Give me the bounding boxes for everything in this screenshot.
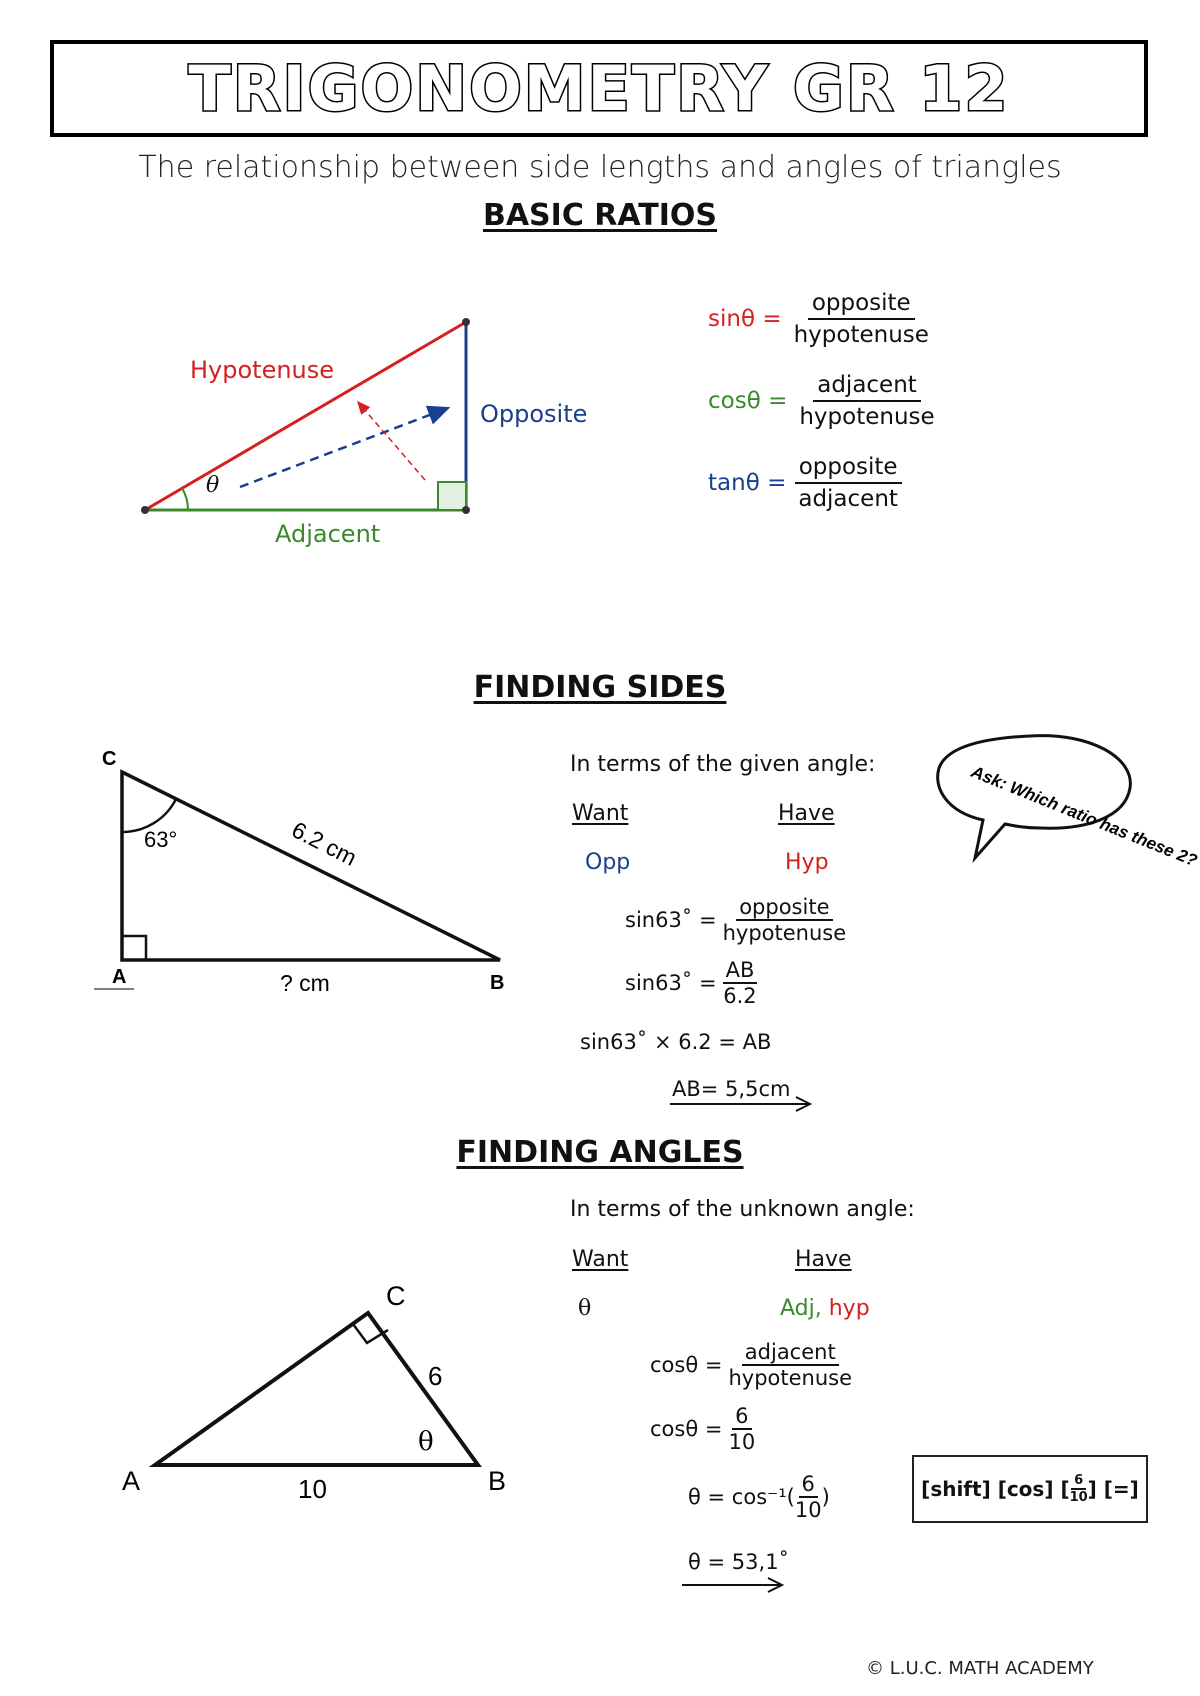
hypotenuse-label: Hypotenuse — [190, 356, 335, 384]
angles-have-value — [780, 1296, 870, 1321]
tan-ratio — [708, 454, 902, 512]
vertex-dot — [462, 318, 470, 326]
sides-want-label: Want — [572, 801, 629, 826]
angles-answer: θ = 53,1˚ — [688, 1550, 790, 1574]
angles-step-2-label: cosθ = — [650, 1417, 723, 1441]
right-angle-marker — [353, 1324, 388, 1343]
key-frac-num: 6 — [1071, 1473, 1086, 1490]
angles-step-2 — [650, 1404, 755, 1454]
vertex-b-label: B — [490, 972, 505, 994]
angles-have-hyp: hyp — [828, 1296, 870, 1321]
key-cos: [cos] — [997, 1477, 1054, 1501]
key-frac-close: ] — [1087, 1477, 1097, 1501]
key-frac-open: [ — [1060, 1477, 1070, 1501]
subtitle: The relationship between side lengths and angles of triangles — [138, 150, 1062, 185]
key-frac-den: 10 — [1069, 1490, 1088, 1505]
angle-label: 63° — [144, 827, 178, 852]
angles-step-2-num: 6 — [732, 1404, 751, 1430]
right-angle-marker — [438, 482, 466, 510]
sides-intro: In terms of the given angle: — [570, 752, 876, 777]
triangle-outline — [122, 772, 500, 960]
theta-arc — [182, 488, 188, 510]
cos-label: cosθ = — [708, 388, 788, 414]
vertex-a-label: A — [122, 1466, 141, 1496]
sides-answer-arrow — [668, 1094, 818, 1114]
side-cb-label: 6 — [428, 1361, 443, 1391]
calculator-shortcut-box — [912, 1455, 1148, 1523]
angles-intro: In terms of the unknown angle: — [570, 1197, 915, 1222]
angles-step-1-label: cosθ = — [650, 1353, 723, 1377]
sides-step-2-den: 6.2 — [723, 984, 757, 1008]
adjacent-label: Adjacent — [275, 520, 381, 548]
sides-answer: AB= 5,5cm — [672, 1077, 791, 1101]
sides-step-1 — [625, 895, 846, 945]
vertex-dot — [141, 506, 149, 514]
angles-step-2-den: 10 — [728, 1430, 756, 1454]
sides-have-label: Have — [778, 801, 835, 826]
title-box — [50, 40, 1148, 137]
arrow-theta-to-opposite — [240, 408, 448, 487]
side-ab-label: 10 — [298, 1474, 327, 1504]
right-angle-marker — [122, 936, 146, 960]
vertex-c-label: C — [102, 748, 117, 770]
basic-ratios-diagram — [120, 280, 620, 550]
sides-step-1-den: hypotenuse — [722, 921, 847, 945]
angles-step-3 — [688, 1472, 830, 1522]
angles-step-3-den: 10 — [794, 1498, 822, 1522]
angles-step-3-num: 6 — [799, 1472, 818, 1498]
tan-label: tanθ = — [708, 470, 787, 496]
heading-finding-sides: FINDING SIDES — [473, 670, 727, 705]
cos-denominator: hypotenuse — [799, 404, 935, 430]
vertex-a-label: A — [112, 966, 127, 988]
angles-want-label: Want — [572, 1247, 629, 1272]
sides-want-value: Opp — [585, 850, 631, 875]
theta-label: θ — [418, 1427, 434, 1457]
theta-label: θ — [206, 473, 220, 498]
sides-step-2-num: AB — [723, 958, 758, 984]
sides-step-1-num: opposite — [736, 895, 832, 921]
finding-angles-triangle — [110, 1280, 540, 1510]
finding-sides-triangle — [90, 735, 530, 1005]
tan-numerator: opposite — [795, 454, 902, 484]
vertex-dot — [462, 506, 470, 514]
sides-step-2 — [625, 958, 757, 1008]
vertex-c-label: C — [386, 1281, 406, 1311]
copyright: © L.U.C. MATH ACADEMY — [866, 1658, 1094, 1679]
key-equals: [=] — [1103, 1477, 1139, 1501]
heading-finding-angles: FINDING ANGLES — [456, 1135, 744, 1170]
sin-ratio — [708, 290, 933, 348]
angles-step-1-num: adjacent — [742, 1340, 839, 1366]
angles-step-1 — [650, 1340, 852, 1390]
sides-step-1-label: sin63˚ = — [625, 908, 717, 932]
vertex-b-label: B — [488, 1466, 507, 1496]
angles-step-1-den: hypotenuse — [728, 1366, 853, 1390]
angles-have-adj: Adj, — [780, 1296, 822, 1321]
angles-step-3-suffix: ) — [821, 1485, 830, 1509]
angles-answer-arrow — [680, 1575, 790, 1595]
hypotenuse-side — [145, 322, 466, 510]
cos-ratio — [708, 372, 939, 430]
sides-step-3: sin63˚ × 6.2 = AB — [580, 1030, 772, 1054]
tan-denominator: adjacent — [798, 486, 898, 512]
speech-bubble-line: Ask: Which ratio has these 2? — [968, 762, 1200, 871]
sin-denominator: hypotenuse — [793, 322, 929, 348]
base-length-label: ? cm — [280, 970, 330, 996]
heading-basic-ratios: BASIC RATIOS — [482, 198, 718, 233]
arrow-right-angle-to-hypotenuse — [358, 402, 425, 480]
sin-numerator: opposite — [808, 290, 915, 320]
speech-bubble — [925, 728, 1200, 871]
opposite-label: Opposite — [480, 400, 588, 428]
sin-label: sinθ = — [708, 306, 782, 332]
hypotenuse-length-label: 6.2 cm — [287, 816, 362, 871]
angles-want-value: θ — [578, 1296, 592, 1321]
sides-have-value: Hyp — [785, 850, 829, 875]
angles-step-3-prefix: θ = cos⁻¹( — [688, 1485, 795, 1509]
cos-numerator: adjacent — [813, 372, 921, 402]
key-shift: [shift] — [921, 1477, 991, 1501]
angles-have-label: Have — [795, 1247, 852, 1272]
page-title: TRIGONOMETRY GR 12 — [188, 52, 1010, 125]
sides-step-2-label: sin63˚ = — [625, 971, 717, 995]
